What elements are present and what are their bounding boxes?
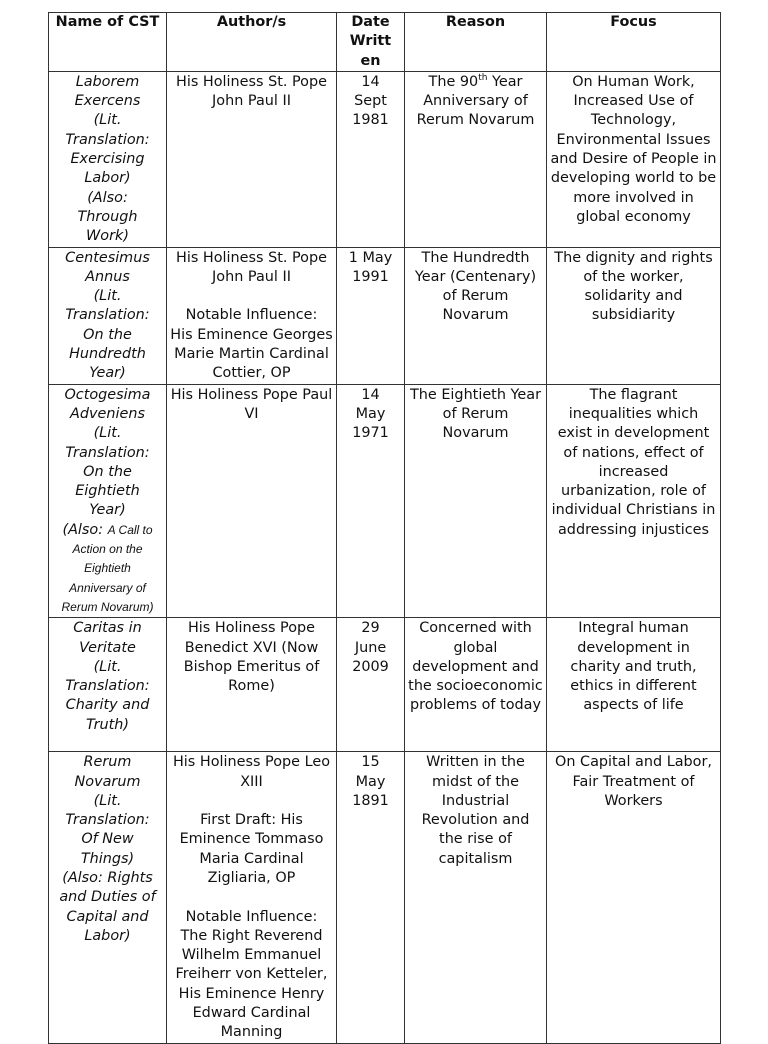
- reason-text: The Eightieth Year of Rerum Novarum: [410, 386, 541, 442]
- cst-name-line: Caritas in: [73, 620, 142, 637]
- reason-cell: [405, 384, 547, 618]
- cst-name-line: Octogesima: [64, 386, 151, 403]
- date-cell: [337, 618, 405, 752]
- cst-name-line: (Lit.: [93, 112, 122, 129]
- cst-name-line: Labor): [84, 927, 131, 944]
- header-date-line: en: [360, 52, 381, 69]
- focus-cell: [547, 618, 721, 752]
- date-line: 1 May: [348, 249, 393, 266]
- focus-cell: [547, 752, 721, 1043]
- cst-name-line: Capital and: [66, 908, 149, 925]
- cst-name-line: (Lit.: [93, 658, 122, 675]
- cst-name-line: Truth): [85, 716, 130, 733]
- date-line: 15: [361, 754, 380, 771]
- cst-name-line: (Lit.: [93, 288, 122, 305]
- cst-name-line: Translation:: [65, 678, 150, 695]
- table-row: [49, 384, 721, 618]
- date-line: 1971: [352, 425, 389, 442]
- influence-text: His Eminence Georges Marie Martin Cardinal Cottier, OP: [170, 326, 333, 382]
- cst-name-line: Year): [89, 365, 126, 382]
- focus-text: Integral human development in charity and truth, ethics in different aspects of life: [570, 620, 697, 714]
- date-line: 14: [361, 73, 380, 90]
- cst-name-line: Exercising: [70, 151, 145, 168]
- cst-name-line: Exercens: [74, 93, 141, 110]
- cst-name-line: Eightieth: [75, 483, 140, 500]
- author-cell: [167, 71, 337, 247]
- header-authors: Author/s: [167, 13, 337, 72]
- table-row: [49, 247, 721, 384]
- focus-text: On Human Work, Increased Use of Technology, Environmental Issues and Desire of People in developing world to be more involved in global economy: [550, 73, 717, 225]
- date-line: June: [354, 639, 387, 656]
- date-line: 29: [361, 620, 380, 637]
- focus-text: The dignity and rights of the worker, solidarity and subsidiarity: [554, 249, 713, 324]
- reason-text: Year Anniversary of Rerum Novarum: [416, 73, 535, 129]
- focus-cell: [547, 384, 721, 618]
- influence-label: Notable Influence:: [185, 908, 318, 925]
- header-row: [49, 13, 721, 72]
- table-row: [49, 71, 721, 247]
- date-line: 14: [361, 386, 380, 403]
- cst-name-line: Through: [77, 208, 138, 225]
- cst-name-line: Translation:: [65, 444, 150, 461]
- date-line: 1891: [352, 792, 389, 809]
- reason-text: The Hundredth Year (Centenary) of Rerum Novarum: [414, 249, 537, 324]
- also-note: [52, 521, 163, 617]
- cst-name-line: Veritate: [79, 639, 136, 656]
- cst-name-cell: [49, 247, 167, 384]
- author-cell: [167, 752, 337, 1043]
- header-name: Name of CST: [49, 13, 167, 72]
- reason-superscript: th: [478, 73, 488, 84]
- date-line: 1991: [352, 268, 389, 285]
- spacer: [170, 287, 333, 306]
- header-date-line: Date: [351, 14, 390, 30]
- focus-text: On Capital and Labor, Fair Treatment of Workers: [555, 754, 712, 809]
- cst-name-line: (Lit.: [93, 792, 122, 809]
- cst-name-line: and Duties of: [59, 889, 156, 906]
- reason-cell: [405, 752, 547, 1043]
- header-reason: Reason: [405, 13, 547, 72]
- date-line: Sept: [354, 93, 387, 110]
- spacer: [170, 888, 333, 907]
- cst-name-line: Translation:: [65, 812, 150, 829]
- cst-name-line: (Also: Rights: [62, 869, 153, 886]
- cst-name-line: Labor): [84, 170, 131, 187]
- author-text: His Holiness Pope Paul VI: [170, 386, 333, 422]
- author-cell: [167, 384, 337, 618]
- header-focus: Focus: [547, 13, 721, 72]
- cst-name-cell: [49, 618, 167, 752]
- cst-name-line: Work): [86, 228, 129, 245]
- reason-text: Written in the midst of the Industrial Revolution and the rise of capitalism: [421, 754, 530, 867]
- cst-name-line: Translation:: [65, 131, 150, 148]
- author-text: His Holiness Pope Leo XIII: [172, 754, 330, 790]
- cst-name-line: Translation:: [65, 307, 150, 324]
- header-date: [337, 13, 405, 72]
- focus-text: The flagrant inequalities which exist in development of nations, effect of increased urbanization, role of individual Christians in addressing injustices: [551, 386, 716, 538]
- cst-name-line: Year): [89, 502, 126, 519]
- cst-name-line: Novarum: [74, 773, 141, 790]
- date-cell: [337, 752, 405, 1043]
- also-label: (Also:: [62, 521, 108, 538]
- cst-name-cell: [49, 71, 167, 247]
- author-text: His Holiness Pope Benedict XVI (Now Bishop Emeritus of Rome): [183, 620, 320, 695]
- cst-name-line: Adveniens: [70, 405, 145, 422]
- first-draft-text: First Draft: His Eminence Tommaso Maria Cardinal Zigliaria, OP: [179, 812, 324, 886]
- author-cell: [167, 247, 337, 384]
- reason-text: Concerned with global development and the socioeconomic problems of today: [408, 620, 543, 714]
- author-text: His Holiness St. Pope John Paul II: [176, 249, 327, 285]
- table-row: [49, 752, 721, 1043]
- cst-name-line: Laborem: [75, 73, 140, 90]
- date-cell: [337, 384, 405, 618]
- cst-name-line: Annus: [85, 268, 130, 285]
- author-text: His Holiness St. Pope John Paul II: [176, 73, 327, 110]
- cst-name-line: Things): [80, 850, 135, 867]
- author-cell: [167, 618, 337, 752]
- table-row: [49, 618, 721, 752]
- cst-name-line: Rerum: [83, 754, 132, 771]
- focus-cell: [547, 71, 721, 247]
- also-text: A Call to Action on the Eightieth Anniversary of Rerum Novarum): [61, 522, 154, 614]
- cst-name-line: On the: [83, 463, 132, 480]
- header-date-line: Writt: [349, 33, 392, 50]
- cst-name-cell: [49, 384, 167, 618]
- cst-name-line: (Lit.: [93, 425, 122, 442]
- cst-name-line: (Also:: [87, 189, 128, 206]
- date-line: 2009: [352, 658, 389, 675]
- cst-name-line: Of New: [81, 831, 134, 848]
- influence-label: Notable Influence:: [185, 307, 318, 324]
- cst-name-line: Centesimus: [65, 249, 150, 266]
- spacer: [170, 792, 333, 811]
- reason-cell: [405, 71, 547, 247]
- date-line: May: [355, 773, 386, 790]
- cst-table: [48, 12, 721, 1044]
- date-line: 1981: [352, 112, 389, 129]
- cst-name-line: On the: [83, 326, 132, 343]
- date-cell: [337, 247, 405, 384]
- focus-cell: [547, 247, 721, 384]
- date-cell: [337, 71, 405, 247]
- reason-cell: [405, 247, 547, 384]
- cst-name-line: Charity and: [65, 697, 150, 714]
- cst-name-line: Hundredth: [69, 346, 146, 363]
- date-line: May: [355, 405, 386, 422]
- influence-text: The Right Reverend Wilhelm Emmanuel Freiherr von Ketteler, His Eminence Henry Edward Cardinal Manning: [175, 927, 328, 1041]
- cst-name-cell: [49, 752, 167, 1043]
- reason-text: The 90: [428, 73, 479, 90]
- reason-cell: [405, 618, 547, 752]
